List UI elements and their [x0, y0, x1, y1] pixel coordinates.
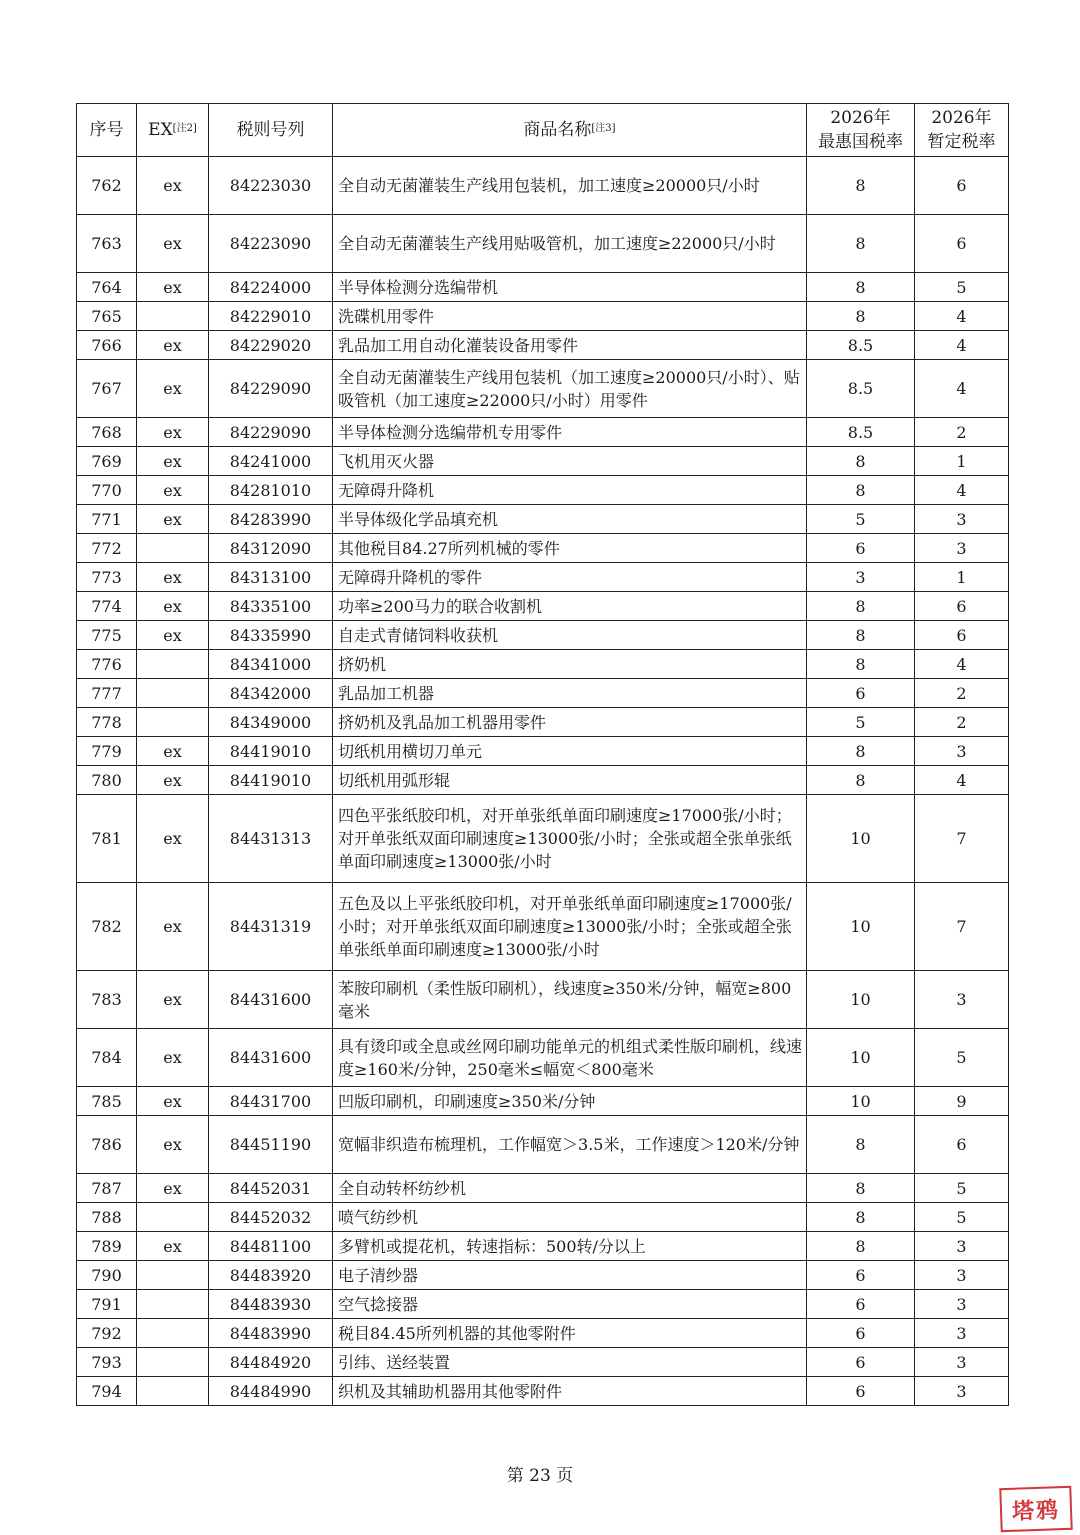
cell-code: 84451190: [209, 1116, 333, 1174]
cell-seq: 770: [77, 476, 137, 505]
cell-name: 飞机用灭火器: [333, 447, 807, 476]
cell-code: 84283990: [209, 505, 333, 534]
cell-ex: [137, 708, 209, 737]
cell-mfn-rate: 8: [807, 592, 915, 621]
cell-seq: 783: [77, 971, 137, 1029]
cell-code: 84223090: [209, 215, 333, 273]
table-row: [77, 883, 1009, 971]
cell-mfn-rate: 8: [807, 1203, 915, 1232]
table-row: [77, 708, 1009, 737]
cell-provisional-rate: 3: [915, 737, 1009, 766]
cell-name: 具有烫印或全息或丝网印刷功能单元的机组式柔性版印刷机，线速度≥160米/分钟，250毫米≤幅宽＜800毫米: [333, 1029, 807, 1087]
cell-code: 84419010: [209, 737, 333, 766]
cell-provisional-rate: 4: [915, 650, 1009, 679]
cell-mfn-rate: 8: [807, 1174, 915, 1203]
cell-code: 84483920: [209, 1261, 333, 1290]
cell-provisional-rate: 7: [915, 883, 1009, 971]
table-row: [77, 1203, 1009, 1232]
table-row: [77, 302, 1009, 331]
cell-provisional-rate: 5: [915, 1174, 1009, 1203]
cell-seq: 772: [77, 534, 137, 563]
cell-mfn-rate: 6: [807, 1348, 915, 1377]
cell-seq: 786: [77, 1116, 137, 1174]
cell-name: 切纸机用横切刀单元: [333, 737, 807, 766]
cell-mfn-rate: 8: [807, 447, 915, 476]
cell-code: 84431313: [209, 795, 333, 883]
cell-mfn-rate: 8: [807, 737, 915, 766]
cell-provisional-rate: 5: [915, 1029, 1009, 1087]
table-row: [77, 505, 1009, 534]
cell-code: 84431319: [209, 883, 333, 971]
cell-name: 空气捻接器: [333, 1290, 807, 1319]
cell-name: 乳品加工用自动化灌装设备用零件: [333, 331, 807, 360]
cell-name: 洗碟机用零件: [333, 302, 807, 331]
cell-provisional-rate: 4: [915, 476, 1009, 505]
cell-code: 84223030: [209, 157, 333, 215]
cell-name: 全自动无菌灌装生产线用贴吸管机，加工速度≥22000只/小时: [333, 215, 807, 273]
cell-provisional-rate: 3: [915, 1377, 1009, 1406]
cell-ex: [137, 1203, 209, 1232]
cell-code: 84483930: [209, 1290, 333, 1319]
cell-ex: ex: [137, 476, 209, 505]
cell-ex: ex: [137, 418, 209, 447]
cell-code: 84281010: [209, 476, 333, 505]
cell-provisional-rate: 3: [915, 534, 1009, 563]
cell-mfn-rate: 10: [807, 971, 915, 1029]
cell-mfn-rate: 8: [807, 1232, 915, 1261]
cell-provisional-rate: 3: [915, 1348, 1009, 1377]
cell-code: 84335990: [209, 621, 333, 650]
cell-name: 半导体检测分选编带机: [333, 273, 807, 302]
cell-seq: 762: [77, 157, 137, 215]
cell-ex: ex: [137, 447, 209, 476]
table-row: [77, 737, 1009, 766]
table-row: [77, 1319, 1009, 1348]
cell-code: 84349000: [209, 708, 333, 737]
cell-mfn-rate: 8: [807, 476, 915, 505]
cell-seq: 780: [77, 766, 137, 795]
cell-mfn-rate: 8: [807, 650, 915, 679]
cell-provisional-rate: 3: [915, 971, 1009, 1029]
cell-mfn-rate: 8.5: [807, 360, 915, 418]
watermark-stamp: [999, 1486, 1072, 1532]
table-header-row: [77, 104, 1009, 157]
cell-name: 四色平张纸胶印机，对开单张纸单面印刷速度≥17000张/小时；对开单张纸双面印刷速度≥13000张/小时；全张或超全张单张纸单面印刷速度≥13000张/小时: [333, 795, 807, 883]
cell-ex: ex: [137, 1029, 209, 1087]
cell-ex: [137, 534, 209, 563]
cell-seq: 764: [77, 273, 137, 302]
cell-provisional-rate: 1: [915, 447, 1009, 476]
cell-name: 凹版印刷机，印刷速度≥350米/分钟: [333, 1087, 807, 1116]
header-ex: EX[注2]: [137, 104, 209, 157]
header-mfn-rate: 2026年 最惠国税率: [807, 104, 915, 157]
cell-provisional-rate: 6: [915, 621, 1009, 650]
cell-mfn-rate: 8: [807, 302, 915, 331]
cell-code: 84484990: [209, 1377, 333, 1406]
header-name: 商品名称[注3]: [333, 104, 807, 157]
cell-code: 84341000: [209, 650, 333, 679]
table-row: [77, 331, 1009, 360]
cell-seq: 790: [77, 1261, 137, 1290]
cell-mfn-rate: 8.5: [807, 418, 915, 447]
cell-name: 无障碍升降机的零件: [333, 563, 807, 592]
table-row: [77, 766, 1009, 795]
cell-provisional-rate: 9: [915, 1087, 1009, 1116]
table-row: [77, 971, 1009, 1029]
cell-ex: ex: [137, 1232, 209, 1261]
table-row: [77, 621, 1009, 650]
cell-mfn-rate: 10: [807, 795, 915, 883]
table-row: [77, 534, 1009, 563]
table-row: [77, 650, 1009, 679]
cell-mfn-rate: 8: [807, 215, 915, 273]
cell-provisional-rate: 2: [915, 679, 1009, 708]
cell-seq: 766: [77, 331, 137, 360]
cell-ex: ex: [137, 1174, 209, 1203]
cell-provisional-rate: 3: [915, 1261, 1009, 1290]
cell-ex: [137, 1319, 209, 1348]
cell-ex: ex: [137, 1116, 209, 1174]
cell-provisional-rate: 3: [915, 1290, 1009, 1319]
cell-code: 84481100: [209, 1232, 333, 1261]
table-row: [77, 157, 1009, 215]
watermark-text: 塔鸦: [1011, 1496, 1061, 1525]
cell-provisional-rate: 7: [915, 795, 1009, 883]
table-row: [77, 447, 1009, 476]
header-provisional-rate: 2026年 暂定税率: [915, 104, 1009, 157]
cell-seq: 765: [77, 302, 137, 331]
cell-provisional-rate: 6: [915, 592, 1009, 621]
cell-code: 84313100: [209, 563, 333, 592]
cell-mfn-rate: 6: [807, 1290, 915, 1319]
cell-ex: ex: [137, 331, 209, 360]
table-row: [77, 1261, 1009, 1290]
cell-provisional-rate: 3: [915, 505, 1009, 534]
cell-provisional-rate: 5: [915, 1203, 1009, 1232]
cell-mfn-rate: 10: [807, 883, 915, 971]
table-row: [77, 1087, 1009, 1116]
cell-provisional-rate: 2: [915, 708, 1009, 737]
cell-seq: 782: [77, 883, 137, 971]
cell-seq: 787: [77, 1174, 137, 1203]
cell-ex: ex: [137, 215, 209, 273]
cell-name: 切纸机用弧形辊: [333, 766, 807, 795]
cell-ex: ex: [137, 766, 209, 795]
cell-mfn-rate: 5: [807, 708, 915, 737]
cell-name: 半导体级化学品填充机: [333, 505, 807, 534]
cell-code: 84229010: [209, 302, 333, 331]
cell-name: 宽幅非织造布梳理机，工作幅宽＞3.5米，工作速度＞120米/分钟: [333, 1116, 807, 1174]
cell-mfn-rate: 6: [807, 1319, 915, 1348]
table-row: [77, 476, 1009, 505]
cell-seq: 784: [77, 1029, 137, 1087]
cell-seq: 775: [77, 621, 137, 650]
cell-ex: ex: [137, 273, 209, 302]
cell-seq: 768: [77, 418, 137, 447]
cell-ex: ex: [137, 737, 209, 766]
cell-code: 84452031: [209, 1174, 333, 1203]
cell-code: 84431600: [209, 971, 333, 1029]
table-body: [77, 157, 1009, 1406]
cell-provisional-rate: 1: [915, 563, 1009, 592]
table-row: [77, 563, 1009, 592]
table-row: [77, 1174, 1009, 1203]
cell-name: 功率≥200马力的联合收割机: [333, 592, 807, 621]
cell-mfn-rate: 8: [807, 1116, 915, 1174]
cell-mfn-rate: 8: [807, 273, 915, 302]
page-number: 第 23 页: [506, 1466, 574, 1486]
cell-provisional-rate: 5: [915, 273, 1009, 302]
header-seq: 序号: [77, 104, 137, 157]
table-row: [77, 795, 1009, 883]
cell-ex: ex: [137, 883, 209, 971]
cell-mfn-rate: 6: [807, 1377, 915, 1406]
cell-code: 84312090: [209, 534, 333, 563]
cell-ex: [137, 1348, 209, 1377]
cell-mfn-rate: 8: [807, 157, 915, 215]
cell-mfn-rate: 6: [807, 1261, 915, 1290]
cell-mfn-rate: 3: [807, 563, 915, 592]
cell-provisional-rate: 4: [915, 766, 1009, 795]
cell-ex: [137, 679, 209, 708]
cell-provisional-rate: 4: [915, 302, 1009, 331]
cell-ex: ex: [137, 360, 209, 418]
cell-seq: 763: [77, 215, 137, 273]
cell-seq: 779: [77, 737, 137, 766]
cell-seq: 791: [77, 1290, 137, 1319]
cell-code: 84229090: [209, 418, 333, 447]
cell-ex: ex: [137, 1087, 209, 1116]
cell-mfn-rate: 6: [807, 534, 915, 563]
cell-seq: 769: [77, 447, 137, 476]
cell-code: 84342000: [209, 679, 333, 708]
cell-provisional-rate: 6: [915, 215, 1009, 273]
cell-code: 84335100: [209, 592, 333, 621]
cell-code: 84452032: [209, 1203, 333, 1232]
cell-name: 全自动无菌灌装生产线用包装机（加工速度≥20000只/小时）、贴吸管机（加工速度≥22000只/小时）用零件: [333, 360, 807, 418]
table-row: [77, 1116, 1009, 1174]
cell-code: 84229020: [209, 331, 333, 360]
cell-ex: ex: [137, 157, 209, 215]
table-row: [77, 418, 1009, 447]
table-row: [77, 1232, 1009, 1261]
cell-code: 84224000: [209, 273, 333, 302]
table-row: [77, 273, 1009, 302]
cell-ex: ex: [137, 795, 209, 883]
cell-code: 84241000: [209, 447, 333, 476]
cell-mfn-rate: 10: [807, 1029, 915, 1087]
cell-ex: [137, 302, 209, 331]
cell-name: 半导体检测分选编带机专用零件: [333, 418, 807, 447]
cell-provisional-rate: 6: [915, 157, 1009, 215]
cell-provisional-rate: 2: [915, 418, 1009, 447]
cell-name: 电子清纱器: [333, 1261, 807, 1290]
cell-mfn-rate: 8: [807, 621, 915, 650]
cell-name: 无障碍升降机: [333, 476, 807, 505]
cell-ex: [137, 650, 209, 679]
header-ex-note: [注2]: [172, 122, 197, 134]
cell-code: 84484920: [209, 1348, 333, 1377]
cell-name: 全自动转杯纺纱机: [333, 1174, 807, 1203]
cell-name: 织机及其辅助机器用其他零附件: [333, 1377, 807, 1406]
cell-name: 挤奶机及乳品加工机器用零件: [333, 708, 807, 737]
table-row: [77, 592, 1009, 621]
table-row: [77, 1348, 1009, 1377]
cell-seq: 781: [77, 795, 137, 883]
cell-seq: 788: [77, 1203, 137, 1232]
cell-provisional-rate: 4: [915, 360, 1009, 418]
table-row: [77, 1029, 1009, 1087]
cell-ex: ex: [137, 971, 209, 1029]
cell-mfn-rate: 8: [807, 766, 915, 795]
cell-seq: 792: [77, 1319, 137, 1348]
cell-seq: 793: [77, 1348, 137, 1377]
cell-name: 五色及以上平张纸胶印机，对开单张纸单面印刷速度≥17000张/小时；对开单张纸双面印刷速度≥13000张/小时；全张或超全张单张纸单面印刷速度≥13000张/小时: [333, 883, 807, 971]
cell-provisional-rate: 6: [915, 1116, 1009, 1174]
cell-name: 税目84.45所列机器的其他零附件: [333, 1319, 807, 1348]
cell-ex: ex: [137, 621, 209, 650]
table-row: [77, 215, 1009, 273]
header-code: 税则号列: [209, 104, 333, 157]
cell-code: 84419010: [209, 766, 333, 795]
cell-mfn-rate: 8.5: [807, 331, 915, 360]
cell-provisional-rate: 3: [915, 1232, 1009, 1261]
tariff-table: [76, 103, 1009, 1406]
cell-mfn-rate: 5: [807, 505, 915, 534]
cell-code: 84229090: [209, 360, 333, 418]
cell-seq: 789: [77, 1232, 137, 1261]
cell-seq: 771: [77, 505, 137, 534]
cell-name: 多臂机或提花机，转速指标：500转/分以上: [333, 1232, 807, 1261]
cell-ex: ex: [137, 505, 209, 534]
cell-seq: 777: [77, 679, 137, 708]
cell-name: 全自动无菌灌装生产线用包装机，加工速度≥20000只/小时: [333, 157, 807, 215]
cell-mfn-rate: 6: [807, 679, 915, 708]
cell-name: 自走式青储饲料收获机: [333, 621, 807, 650]
cell-code: 84431600: [209, 1029, 333, 1087]
cell-ex: ex: [137, 592, 209, 621]
cell-name: 引纬、送经装置: [333, 1348, 807, 1377]
cell-name: 其他税目84.27所列机械的零件: [333, 534, 807, 563]
table-row: [77, 360, 1009, 418]
table-row: [77, 1377, 1009, 1406]
table-row: [77, 1290, 1009, 1319]
cell-seq: 767: [77, 360, 137, 418]
cell-name: 喷气纺纱机: [333, 1203, 807, 1232]
cell-ex: [137, 1377, 209, 1406]
table-row: [77, 679, 1009, 708]
header-name-note: [注3]: [591, 122, 616, 134]
cell-seq: 773: [77, 563, 137, 592]
cell-name: 苯胺印刷机（柔性版印刷机），线速度≥350米/分钟，幅宽≥800毫米: [333, 971, 807, 1029]
cell-seq: 785: [77, 1087, 137, 1116]
cell-ex: ex: [137, 563, 209, 592]
cell-code: 84483990: [209, 1319, 333, 1348]
cell-code: 84431700: [209, 1087, 333, 1116]
cell-mfn-rate: 10: [807, 1087, 915, 1116]
cell-ex: [137, 1290, 209, 1319]
cell-seq: 774: [77, 592, 137, 621]
cell-ex: [137, 1261, 209, 1290]
cell-seq: 776: [77, 650, 137, 679]
cell-name: 乳品加工机器: [333, 679, 807, 708]
cell-provisional-rate: 4: [915, 331, 1009, 360]
cell-provisional-rate: 3: [915, 1319, 1009, 1348]
cell-name: 挤奶机: [333, 650, 807, 679]
cell-seq: 778: [77, 708, 137, 737]
cell-seq: 794: [77, 1377, 137, 1406]
